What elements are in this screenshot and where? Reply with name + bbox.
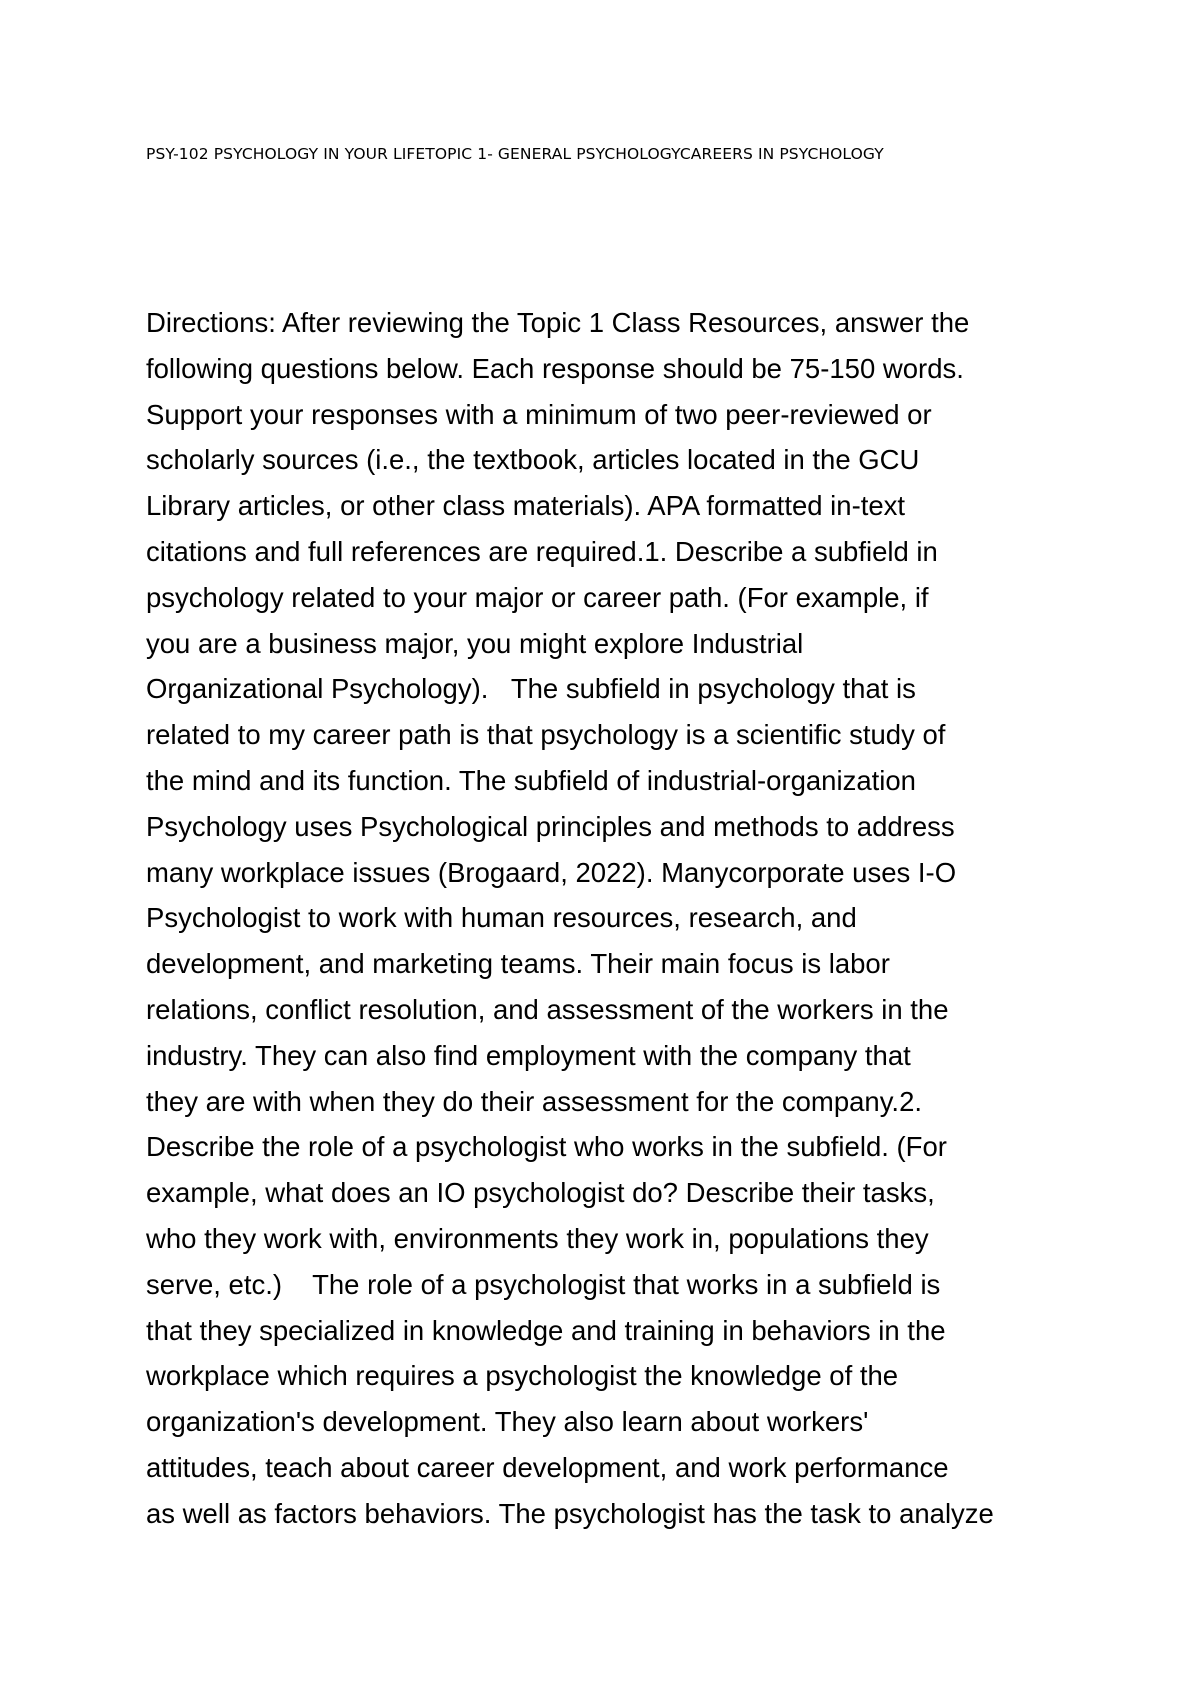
body-text-line: related to my career path is that psychology is a scientific study of (146, 719, 946, 751)
body-text-line: many workplace issues (Brogaard, 2022). Manycorporate uses I-O (146, 856, 957, 888)
body-text-line: relations, conflict resolution, and assessment of the workers in the (146, 993, 949, 1025)
body-text-line: example, what does an IO psychologist do? Describe their tasks, (146, 1177, 935, 1209)
body-text-line: citations and full references are required.1. Describe a subfield in (146, 535, 938, 567)
body-text-line: Organizational Psychology). The subfield in psychology that is (146, 673, 916, 705)
body-text-line: they are with when they do their assessment for the company.2. (146, 1085, 923, 1117)
body-text-line: serve, etc.) The role of a psychologist that works in a subfield is (146, 1268, 941, 1300)
body-text-line: that they specialized in knowledge and training in behaviors in the (146, 1314, 946, 1346)
body-text-line: development, and marketing teams. Their main focus is labor (146, 948, 890, 980)
body-text-line: Psychologist to work with human resources, research, and (146, 902, 857, 934)
body-text-line: Psychology uses Psychological principles and methods to address (146, 810, 955, 842)
body-text-line: as well as factors behaviors. The psychologist has the task to analyze (146, 1497, 994, 1529)
body-text-line: attitudes, teach about career development, and work performance (146, 1451, 949, 1483)
body-text-line: scholarly sources (i.e., the textbook, articles located in the GCU (146, 444, 920, 476)
body-text-line: the mind and its function. The subfield of industrial-organization (146, 764, 916, 796)
body-text-line: workplace which requires a psychologist the knowledge of the (146, 1360, 899, 1392)
document-body (146, 300, 1116, 1537)
body-text-line: following questions below. Each response should be 75-150 words. (146, 352, 964, 384)
body-text-line: Describe the role of a psychologist who works in the subfield. (For (146, 1131, 947, 1163)
body-text-line: you are a business major, you might explore Industrial (146, 627, 804, 659)
body-text-line: Library articles, or other class materials). APA formatted in-text (146, 490, 906, 522)
body-text-line: industry. They can also find employment with the company that (146, 1039, 911, 1071)
document-header: PSY-102 PSYCHOLOGY IN YOUR LIFETOPIC 1- GENERAL PSYCHOLOGYCAREERS IN PSYCHOLOGY (146, 145, 884, 163)
body-text-line: psychology related to your major or career path. (For example, if (146, 581, 929, 613)
body-text-line: Directions: After reviewing the Topic 1 Class Resources, answer the (146, 307, 970, 338)
body-text-line: organization's development. They also learn about workers' (146, 1406, 869, 1438)
body-text-line: who they work with, environments they work in, populations they (146, 1222, 929, 1254)
body-text-line: Support your responses with a minimum of two peer-reviewed or (146, 398, 932, 430)
